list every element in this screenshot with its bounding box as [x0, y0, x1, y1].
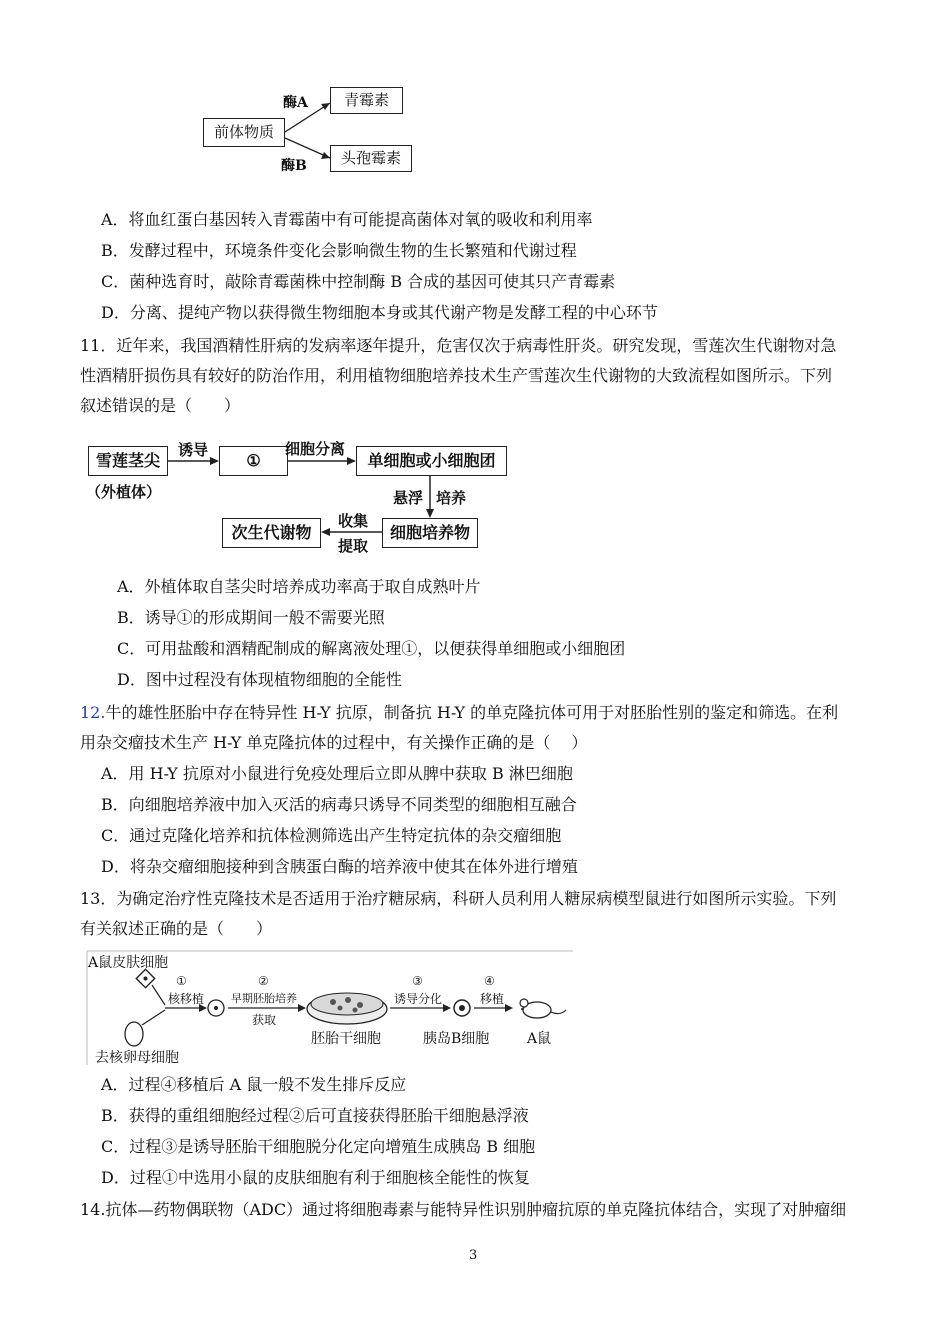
q13-step1-number: ①	[176, 974, 187, 988]
q11-arrow-extract: 提取	[338, 537, 369, 555]
q13-step2-label-bottom: 获取	[252, 1013, 277, 1027]
q13-step1-label: 核移植	[168, 992, 205, 1006]
q12-stem-text-1: 牛的雄性胚胎中存在特异性 H-Y 抗原，制备抗 H-Y 的单克隆抗体可用于对胚胎性别的鉴定和筛选。在利	[105, 703, 839, 722]
q13-option-d: D．过程①中选用小鼠的皮肤细胞有利于细胞核全能性的恢复	[101, 1168, 530, 1187]
q13-oocyte-label: 去核卵母细胞	[95, 1050, 179, 1066]
q13-step4-number: ④	[484, 974, 495, 988]
q10-product-a-box: 青霉素	[330, 87, 403, 114]
q13-step3-number: ③	[412, 974, 423, 988]
q12-option-b: B．向细胞培养液中加入灭活的病毒只诱导不同类型的细胞相互融合	[101, 795, 577, 814]
q10-option-d: D．分离、提纯产物以获得微生物细胞本身或其代谢产物是发酵工程的中心环节	[101, 303, 658, 322]
q10-enzyme-a-label: 酶A	[283, 95, 308, 111]
q10-product-b-box: 头孢霉素	[330, 145, 412, 172]
q11-box-metabolite: 次生代谢物	[222, 518, 321, 548]
q10-option-b: B．发酵过程中，环境条件变化会影响微生物的生长繁殖和代谢过程	[101, 241, 577, 260]
q11-box-explant: 雪莲茎尖	[88, 446, 168, 476]
q13-stem-cell-label: 胚胎干细胞	[311, 1031, 381, 1047]
q11-arrow-induce: 诱导	[178, 441, 209, 459]
q14-stem-line-1: 14.抗体—药物偶联物（ADC）通过将细胞毒素与能特异性识别肿瘤抗原的单克隆抗体结合，实现了对肿瘤细	[80, 1200, 847, 1219]
q11-stem-line-3: 叙述错误的是（ ）	[80, 396, 241, 415]
q13-option-a: A．过程④移植后 A 鼠一般不发生排斥反应	[101, 1075, 407, 1094]
q11-arrow-separate: 细胞分离	[285, 440, 346, 458]
q11-option-c: C．可用盐酸和酒精配制成的解离液处理①，以便获得单细胞或小细胞团	[117, 639, 626, 658]
q13-stem-line-1: 13．为确定治疗性克隆技术是否适用于治疗糖尿病，科研人员利用人糖尿病模型鼠进行如图所示实验。下列	[80, 889, 837, 908]
q13-step4-label: 移植	[480, 992, 505, 1006]
q10-source-box: 前体物质	[203, 118, 285, 147]
q12-option-d: D．将杂交瘤细胞接种到含胰蛋白酶的培养液中使其在体外进行增殖	[101, 857, 578, 876]
q13-mouse-label: A鼠	[527, 1031, 552, 1047]
q11-arrow-collect: 收集	[338, 512, 369, 530]
q13-stem-line-2: 有关叙述正确的是（ ）	[80, 919, 273, 938]
q13-islet-cell-label: 胰岛B细胞	[423, 1031, 490, 1047]
q11-explant-sub: （外植体）	[86, 483, 162, 501]
q12-stem-line-2: 用杂交瘤技术生产 H-Y 单克隆抗体的过程中，有关操作正确的是（ ）	[80, 733, 588, 752]
q13-step2-number: ②	[258, 974, 269, 988]
q10-enzyme-b-label: 酶B	[281, 158, 307, 174]
q10-option-c: C．菌种选育时，敲除青霉菌株中控制酶 B 合成的基因可使其只产青霉素	[101, 272, 616, 291]
q13-option-b: B．获得的重组细胞经过程②后可直接获得胚胎干细胞悬浮液	[101, 1106, 529, 1125]
q13-step3-label: 诱导分化	[394, 992, 443, 1006]
q11-box-culture: 细胞培养物	[382, 518, 478, 548]
q12-option-a: A．用 H-Y 抗原对小鼠进行免疫处理后立即从脾中获取 B 淋巴细胞	[101, 764, 573, 783]
page-number: 3	[469, 1248, 478, 1263]
q10-option-a: A．将血红蛋白基因转入青霉菌中有可能提高菌体对氧的吸收和利用率	[101, 210, 593, 229]
q11-option-a: A．外植体取自茎尖时培养成功率高于取自成熟叶片	[117, 577, 481, 596]
q13-option-c: C．过程③是诱导胚胎干细胞脱分化定向增殖生成胰岛 B 细胞	[101, 1137, 536, 1156]
q11-stem-line-1: 11．近年来，我国酒精性肝病的发病率逐年提升，危害仅次于病毒性肝炎。研究发现，雪莲次生代谢物对急	[80, 336, 837, 355]
q12-option-c: C．通过克隆化培养和抗体检测筛选出产生特定抗体的杂交瘤细胞	[101, 826, 562, 845]
q11-arrow-suspend: 悬浮	[393, 489, 424, 507]
q11-box-1: ①	[219, 446, 288, 476]
q11-arrow-culture: 培养	[436, 489, 467, 507]
q12-number: 12.	[80, 703, 106, 722]
q13-step2-label-top: 早期胚胎培养	[231, 992, 297, 1005]
q11-stem-line-2: 性酒精肝损伤具有较好的防治作用，利用植物细胞培养技术生产雪莲次生代谢物的大致流程如图所示。下列	[80, 366, 833, 385]
q11-option-d: D．图中过程没有体现植物细胞的全能性	[117, 670, 402, 689]
q13-skin-cell-label: A鼠皮肤细胞	[88, 955, 169, 971]
q11-box-single-cell: 单细胞或小细胞团	[356, 446, 507, 476]
q11-option-b: B．诱导①的形成期间一般不需要光照	[117, 608, 385, 627]
